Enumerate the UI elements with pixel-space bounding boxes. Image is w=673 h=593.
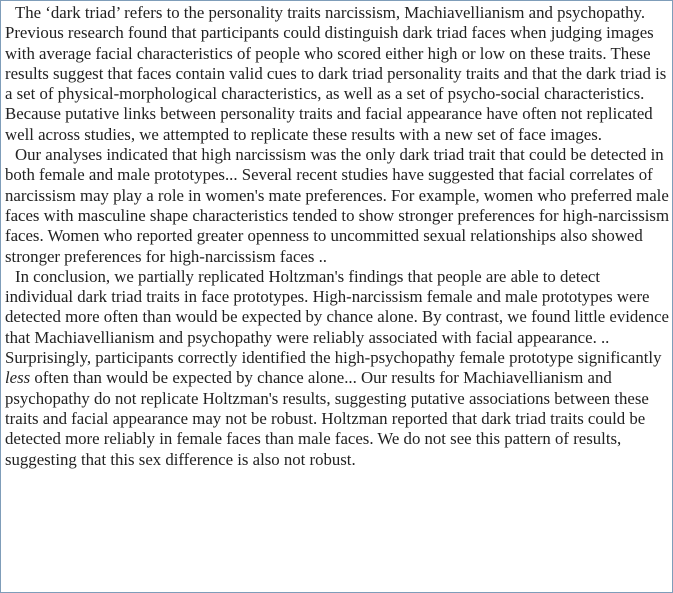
paragraph-analyses-text: Our analyses indicated that high narcissism was the only dark triad trait that could be detected in both female and male prototypes... Several recent studies have suggested that facial correlates of narcissism may play a role in women's mate preferences. For example, women who preferred male faces with masculine shape characteristics tended to show stronger preferences for high-narcissism faces. Women who reported greater openness to uncommitted sexual relationships also showed stronger preferences for high-narcissism faces .. (5, 145, 670, 266)
emphasized-word: less (5, 368, 31, 388)
paragraph-conclusion-text-end: often than would be expected by chance alone... Our results for Machiavellianism and psychopathy do not replicate Holtzman's results, suggesting putative associations between these traits and facial appearance may not be robust. Holtzman reported that dark triad traits could be detected more reliably in female faces than male faces. We do not see this pattern of results, suggesting that this sex difference is also not robust. (5, 368, 649, 469)
paragraph-intro-text: The ‘dark triad’ refers to the personality traits narcissism, Machiavellianism and psychopathy. Previous research found that participants could distinguish dark triad faces when judging images with average facial characteristics of people who scored either high or low on these traits. These results suggest that faces contain valid cues to dark triad personality traits and that the dark triad is a set of physical-morphological characteristics, as well as a set of psycho-social characteristics. Because putative links between personality traits and facial appearance have often not replicated well across studies, we attempted to replicate these results with a new set of face images. (5, 3, 667, 144)
paragraph-analyses (5, 145, 669, 267)
paragraph-conclusion (5, 267, 669, 470)
paragraph-intro (5, 3, 669, 145)
paragraph-conclusion-text-start: In conclusion, we partially replicated Holtzman's findings that people are able to detect individual dark triad traits in face prototypes. High-narcissism female and male prototypes were detected more often than would be expected by chance alone. By contrast, we found little evidence that Machiavellianism and psychopathy were reliably associated with facial appearance. .. Surprisingly, participants correctly identified the high-psychopathy female prototype significantly (5, 266, 669, 368)
text-body (5, 3, 669, 470)
